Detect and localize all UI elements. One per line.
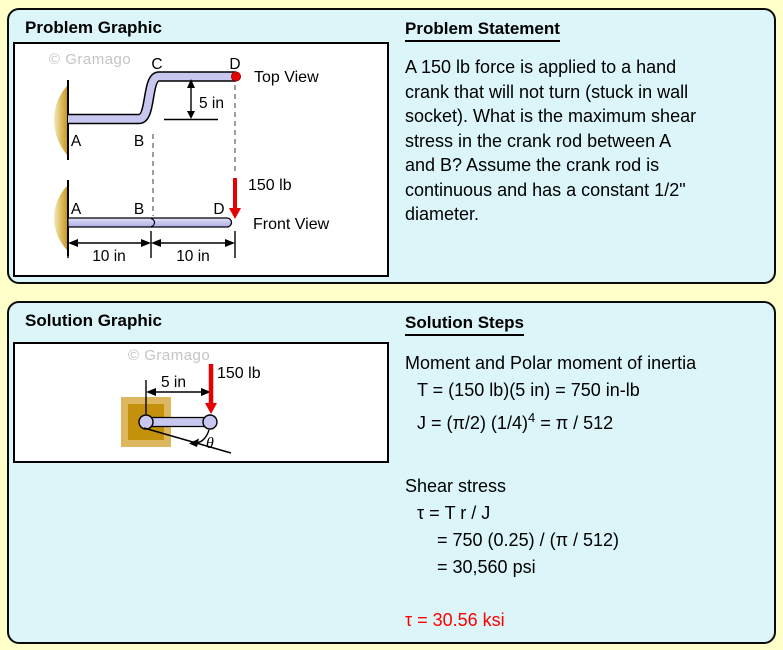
formula-text: J = (π/2) (1/4) [417, 413, 528, 433]
solution-steps-column [405, 313, 777, 634]
wall-shape [54, 185, 68, 251]
step-line: = 30,560 psi [437, 557, 536, 577]
step-line: τ = T r / J [417, 503, 491, 523]
dim-5in-label: 5 in [199, 95, 224, 112]
arrowhead-right [141, 239, 151, 247]
point-c-label: C [151, 56, 163, 73]
formula-exponent: 4 [527, 410, 536, 425]
solution-diagram [15, 344, 387, 461]
force-label: 150 lb [248, 177, 292, 194]
arrowhead-down [187, 111, 195, 119]
handle-dot [231, 72, 240, 81]
problem-graphic-title: Problem Graphic [25, 18, 162, 37]
dim-10in-left-label: 10 in [92, 248, 126, 265]
statement-line: continuous and has a constant 1/2" [405, 179, 686, 200]
top-view-label: Top View [254, 69, 319, 86]
arrowhead-right [225, 239, 235, 247]
rod-shape [146, 418, 210, 427]
step-line: Moment and Polar moment of inertia [405, 353, 697, 373]
wall-shape [54, 85, 68, 156]
arrowhead-left [151, 239, 161, 247]
step-line: = 750 (0.25) / (π / 512) [437, 530, 620, 550]
statement-line: socket). What is the maximum shear [405, 106, 697, 126]
problem-diagram [15, 44, 387, 275]
force-label: 150 lb [217, 365, 261, 382]
statement-line: stress in the crank rod between A [405, 130, 672, 151]
problem-panel [7, 8, 776, 284]
solution-panel [7, 301, 776, 644]
step-line: Shear stress [405, 476, 507, 496]
point-d-front-label: D [213, 201, 225, 218]
front-view-label: Front View [253, 216, 330, 233]
arrowhead-left [68, 239, 78, 247]
force-arrowhead [205, 403, 217, 414]
statement-line: diameter. [405, 204, 480, 224]
point-b-top-label: B [133, 133, 145, 150]
point-a-front-label: A [70, 201, 82, 218]
watermark: © Gramago [128, 347, 211, 364]
dim-5in-label: 5 in [161, 374, 186, 391]
problem-graphic-box [13, 42, 389, 277]
formula-text: = π / 512 [535, 413, 614, 433]
statement-line: crank that will not turn (stuck in wall [405, 81, 689, 102]
spacer [405, 581, 777, 607]
angle-arrowhead [189, 439, 199, 448]
watermark: © Gramago [49, 51, 132, 68]
solution-steps [405, 350, 777, 634]
pivot-pin [139, 415, 153, 429]
front-view [54, 177, 330, 265]
dim-10in-right-label: 10 in [176, 248, 210, 265]
solution-graphic-title: Solution Graphic [25, 311, 162, 330]
force-arrowhead [229, 208, 241, 219]
point-a-top-label: A [70, 133, 82, 150]
statement-line: A 150 lb force is applied to a hand [405, 57, 677, 77]
solution-graphic-box [13, 342, 389, 463]
problem-statement-title: Problem Statement [405, 19, 560, 42]
step-line [405, 404, 777, 437]
result-line: τ = 30.56 ksi [405, 610, 505, 630]
step-line: T = (150 lb)(5 in) = 750 in-lb [417, 380, 640, 400]
statement-line: and B? Assume the crank rod is [405, 155, 660, 175]
arrowhead-left [146, 388, 156, 396]
rod-shape [68, 218, 232, 227]
angle-label: θ [206, 435, 214, 452]
spacer [405, 437, 777, 473]
problem-statement-column [405, 19, 777, 227]
end-pin [203, 415, 217, 429]
point-d-top-label: D [229, 56, 241, 73]
problem-statement-text [405, 55, 777, 227]
solution-steps-title: Solution Steps [405, 313, 524, 336]
point-b-front-label: B [133, 201, 145, 218]
